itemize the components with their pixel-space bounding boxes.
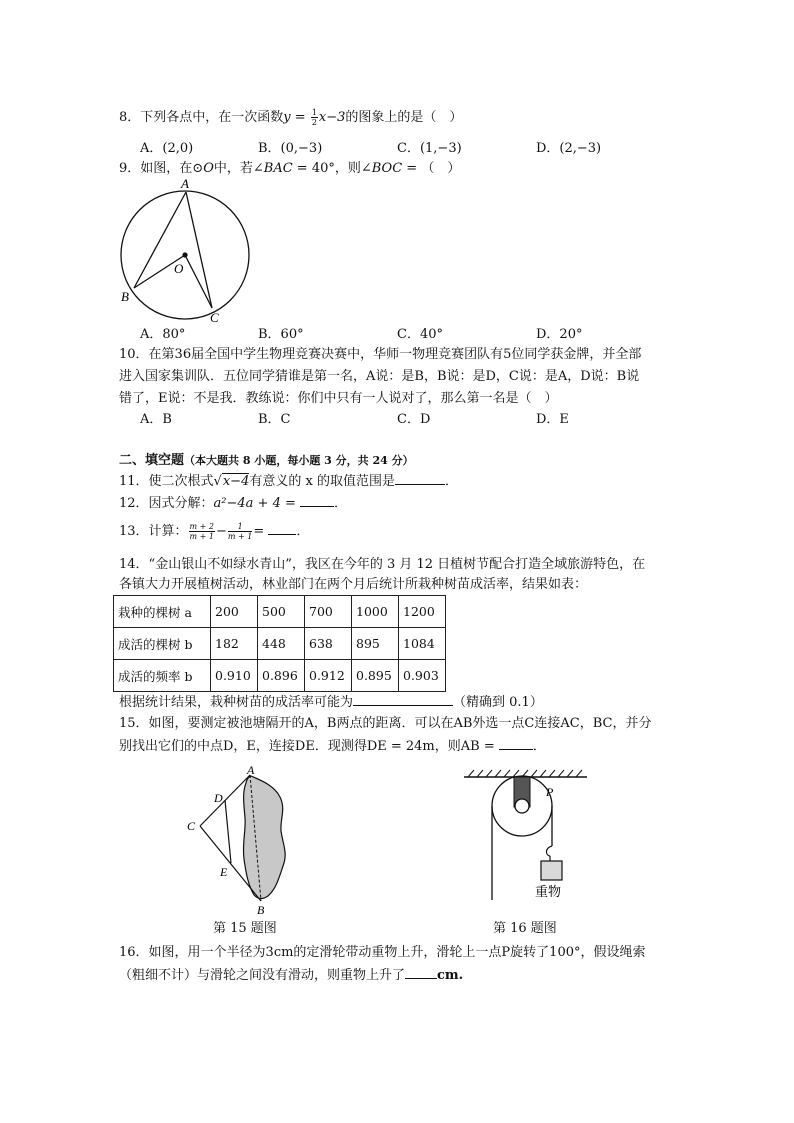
table-cell: 0.896: [258, 660, 305, 692]
table-row: [114, 628, 446, 660]
pulley-axle: [515, 799, 529, 813]
q16-pulley-figure: [462, 768, 592, 903]
q13: 13．计算： $\frac{m + 2}{m + 1}$ − $\frac{1}{m + 1}$ = ．: [119, 522, 310, 541]
label-a: A: [181, 176, 189, 191]
label-a: A: [247, 763, 255, 777]
q10-option-c: C．D: [397, 412, 431, 427]
table-cell: 182: [211, 628, 258, 660]
label-d: D: [214, 791, 223, 805]
q8-option-d: D．(2,−3): [536, 141, 602, 156]
center-point: [182, 252, 187, 257]
q9-option-d: D．20°: [536, 327, 583, 342]
q9-stem: 9．如图，在⊙O中，若∠BAC = 40°，则∠BOC = （ ）: [119, 161, 461, 176]
table-cell: 1084: [399, 628, 446, 660]
label-c: C: [210, 310, 219, 325]
q9-option-a: A．80°: [140, 327, 186, 342]
q8-option-a: A．(2,0): [140, 141, 194, 156]
q10-option-d: D．E: [536, 412, 569, 427]
q8-stem: 8．下列各点中，在一次函数y = $\frac{1}{2}$ x−3的图象上的是（ ）: [119, 108, 463, 127]
q10-line-1: 10．在第36届全国中学生物理竞赛决赛中，华师一物理竞赛团队有5位同学获金牌，并全部: [119, 347, 642, 362]
table-cell: 895: [352, 628, 399, 660]
q14-line-2: 各镇大力开展植树活动，林业部门在两个月后统计所栽种树苗成活率，结果如表：: [119, 577, 588, 592]
table-cell: 0.910: [211, 660, 258, 692]
table-cell: 200: [211, 596, 258, 628]
q10-line-2: 进入国家集训队．五位同学猜谁是第一名，A说：是B，B说：是D，C说：是A，D说：B说: [119, 369, 640, 384]
table-cell: 0.912: [305, 660, 352, 692]
table-cell: 栽种的棵树 a: [114, 596, 211, 628]
q15-line-1: 15．如图，要测定被池塘隔开的A，B两点的距离．可以在AB外选一点C连接AC，BC，并分: [119, 716, 652, 731]
label-o: O: [174, 261, 184, 276]
q8-option-c: C．(1,−3): [397, 141, 462, 156]
label-c: C: [187, 819, 196, 833]
segment-oc: [185, 255, 212, 308]
segment-ac: [186, 192, 212, 308]
q9-option-b: B．60°: [258, 327, 304, 342]
q14-table: [113, 595, 446, 692]
label-e: E: [220, 865, 228, 879]
table-cell: 448: [258, 628, 305, 660]
label-p: P: [546, 785, 554, 799]
q14-line-1: 14．“金山银山不如绿水青山”，我区在今年的 3 月 12 日植树节配合打造全域旅游特色，在: [119, 557, 646, 572]
q10-line-3: 错了，E说：不是我．教练说：你们中只有一人说对了，那么第一名是（ ）: [119, 391, 558, 406]
q15-caption: 第 15 题图: [213, 921, 277, 936]
label-b: B: [257, 903, 265, 917]
q16-line-2: （粗细不计）与滑轮之间没有滑动，则重物上升了 cm.: [119, 968, 464, 983]
q9-circle-figure: [110, 175, 260, 325]
label-weight: 重物: [535, 885, 562, 900]
table-cell: 成活的棵树 b: [114, 628, 211, 660]
table-cell: 500: [258, 596, 305, 628]
table-cell: 700: [305, 596, 352, 628]
segment-de: [225, 800, 231, 863]
table-cell: 638: [305, 628, 352, 660]
q11: 11．使二次根式√x−4有意义的 x 的取值范围是 ．: [119, 474, 458, 489]
table-cell: 1200: [399, 596, 446, 628]
q15-pond-figure: [180, 763, 300, 918]
table-cell: 0.895: [352, 660, 399, 692]
q8-option-b: B．(0,−3): [258, 141, 323, 156]
q16-caption: 第 16 题图: [493, 921, 557, 936]
section-2-heading: 二、填空题（本大题共 8 小题，每小题 3 分，共 24 分）: [119, 453, 414, 468]
q12: 12．因式分解：a²−4a + 4 = ．: [119, 496, 348, 511]
q16-line-1: 16．如图，用一个半径为3cm的定滑轮带动重物上升，滑轮上一点P旋转了100°，假设绳索: [119, 945, 646, 960]
q10-option-b: B．C: [258, 412, 291, 427]
q10-option-a: A．B: [140, 412, 172, 427]
hook: [546, 846, 552, 856]
q15-line-2: 别找出它们的中点D，E，连接DE．现测得DE = 24m，则AB = ．: [119, 739, 546, 754]
table-cell: 1000: [352, 596, 399, 628]
fraction: $\frac{1}{2}$: [311, 108, 317, 127]
table-row: [114, 596, 446, 628]
table-cell: 0.903: [399, 660, 446, 692]
table-cell: 成活的频率 b: [114, 660, 211, 692]
weight-block: [541, 861, 562, 880]
label-b: B: [121, 289, 129, 304]
q14-after: 根据统计结果，栽种树苗的成活率可能为 （精确到 0.1）: [119, 695, 543, 710]
q9-option-c: C．40°: [397, 327, 443, 342]
pond-shape: [243, 776, 285, 899]
table-row: [114, 660, 446, 692]
